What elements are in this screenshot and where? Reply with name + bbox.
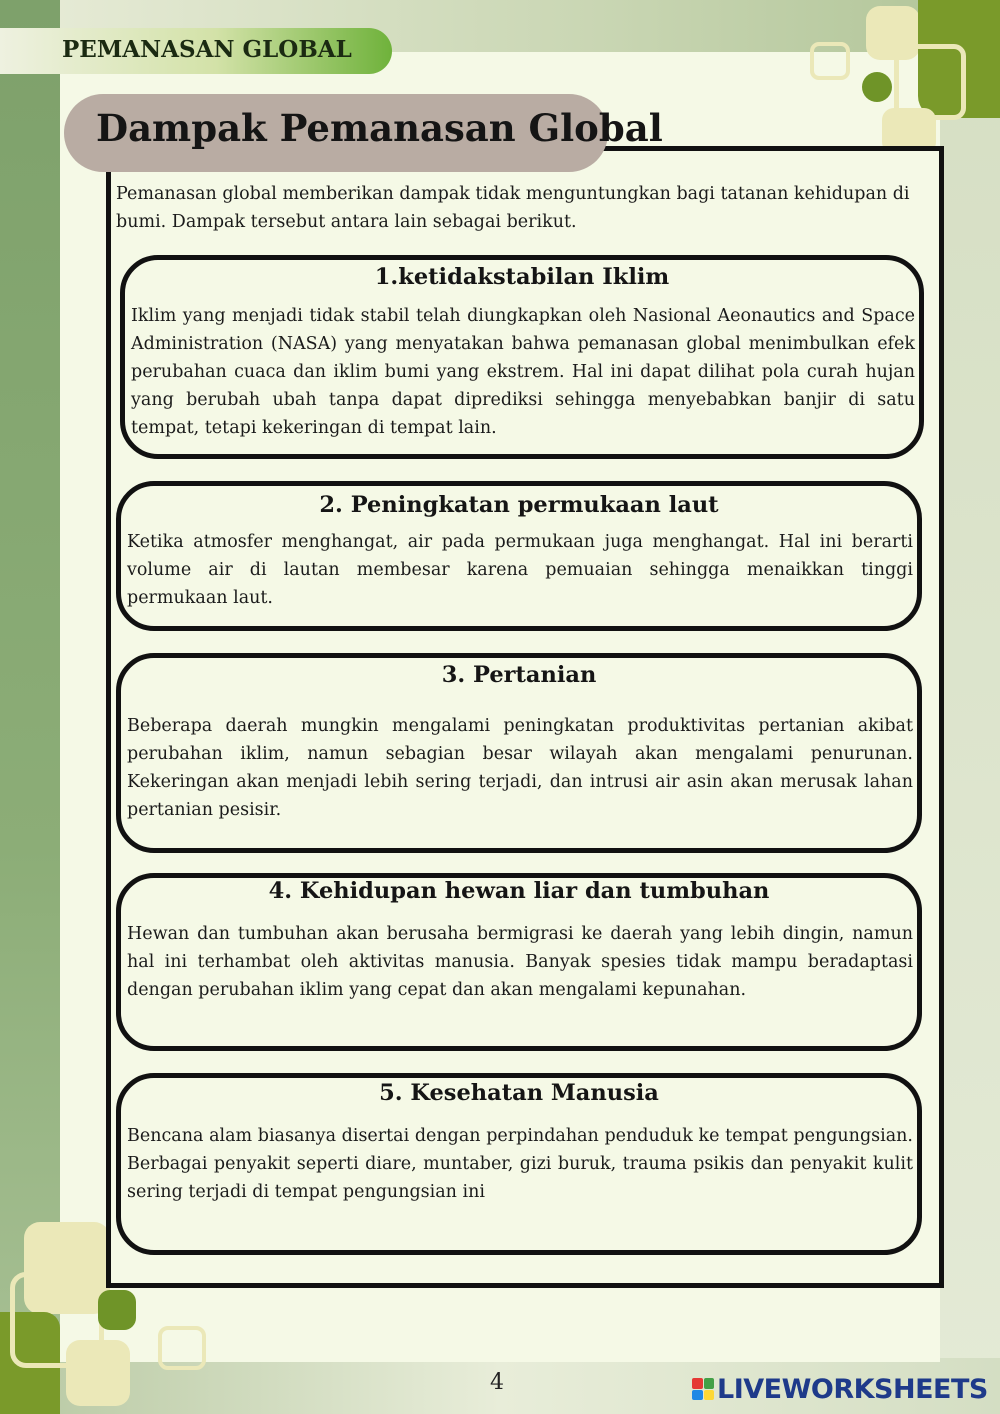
logo-square <box>692 1378 703 1389</box>
liveworksheets-icon <box>692 1378 714 1400</box>
section-title: 2. Peningkatan permukaan laut <box>319 492 719 518</box>
liveworksheets-logo[interactable] <box>692 1374 988 1404</box>
section-card-4 <box>116 873 922 1051</box>
section-text: Ketika atmosfer menghangat, air pada permukaan juga menghangat. Hal ini berarti volume air di lautan membesar karena pemuaian sehingga menaikkan tinggi permukaan laut. <box>127 532 913 608</box>
section-title: 5. Kesehatan Manusia <box>379 1080 659 1106</box>
section-card-5 <box>116 1073 922 1255</box>
section-card-3 <box>116 653 922 853</box>
section-title: 4. Kehidupan hewan liar dan tumbuhan <box>268 878 770 904</box>
intro-paragraph: Pemanasan global memberikan dampak tidak menguntungkan bagi tatanan kehidupan di bumi. Dampak tersebut antara lain sebagai berikut. <box>116 184 910 232</box>
section-card-2 <box>116 481 922 631</box>
section-text: Beberapa daerah mungkin mengalami peningkatan produktivitas pertanian akibat perubahan iklim, namun sebagian besar wilayah akan mengalami penurunan. Kekeringan akan menjadi lebih sering terjadi, dan intrusi air asin akan merusak lahan pertanian pesisir. <box>127 716 913 820</box>
page-number: 4 <box>490 1370 504 1395</box>
page-title: Dampak Pemanasan Global <box>96 106 663 150</box>
section-text: Hewan dan tumbuhan akan berusaha bermigrasi ke daerah yang lebih dingin, namun hal ini terhambat oleh aktivitas manusia. Banyak spesies tidak mampu beradaptasi dengan perubahan iklim yang cepat dan akan mengalami kepunahan. <box>127 924 913 1000</box>
logo-square <box>704 1378 715 1389</box>
right-background-band <box>938 60 1000 1414</box>
section-title: 3. Pertanian <box>441 662 597 688</box>
logo-square <box>692 1390 703 1401</box>
header-title: PEMANASAN GLOBAL <box>62 36 352 63</box>
section-title: 1.ketidakstabilan Iklim <box>374 264 670 290</box>
section-card-1 <box>120 255 924 459</box>
logo-square <box>704 1390 715 1401</box>
brand-name: LIVEWORKSHEETS <box>717 1373 988 1405</box>
left-background-band <box>0 0 60 1414</box>
section-text: Bencana alam biasanya disertai dengan perpindahan penduduk ke tempat pengungsian. Berbagai penyakit seperti diare, muntaber, gizi buruk, trauma psikis dan penyakit kulit sering terjadi di tempat pengungsian ini <box>127 1126 913 1202</box>
section-text: Iklim yang menjadi tidak stabil telah diungkapkan oleh Nasional Aeonautics and Space Administration (NASA) yang menyatakan bahwa pemanasan global menimbulkan efek perubahan cuaca dan iklim bumi yang ekstrem. Hal ini dapat dilihat pola curah hujan yang berubah ubah tanpa dapat diprediksi sehingga menyebabkan banjir di satu tempat, tetapi kekeringan di tempat lain. <box>131 306 915 438</box>
